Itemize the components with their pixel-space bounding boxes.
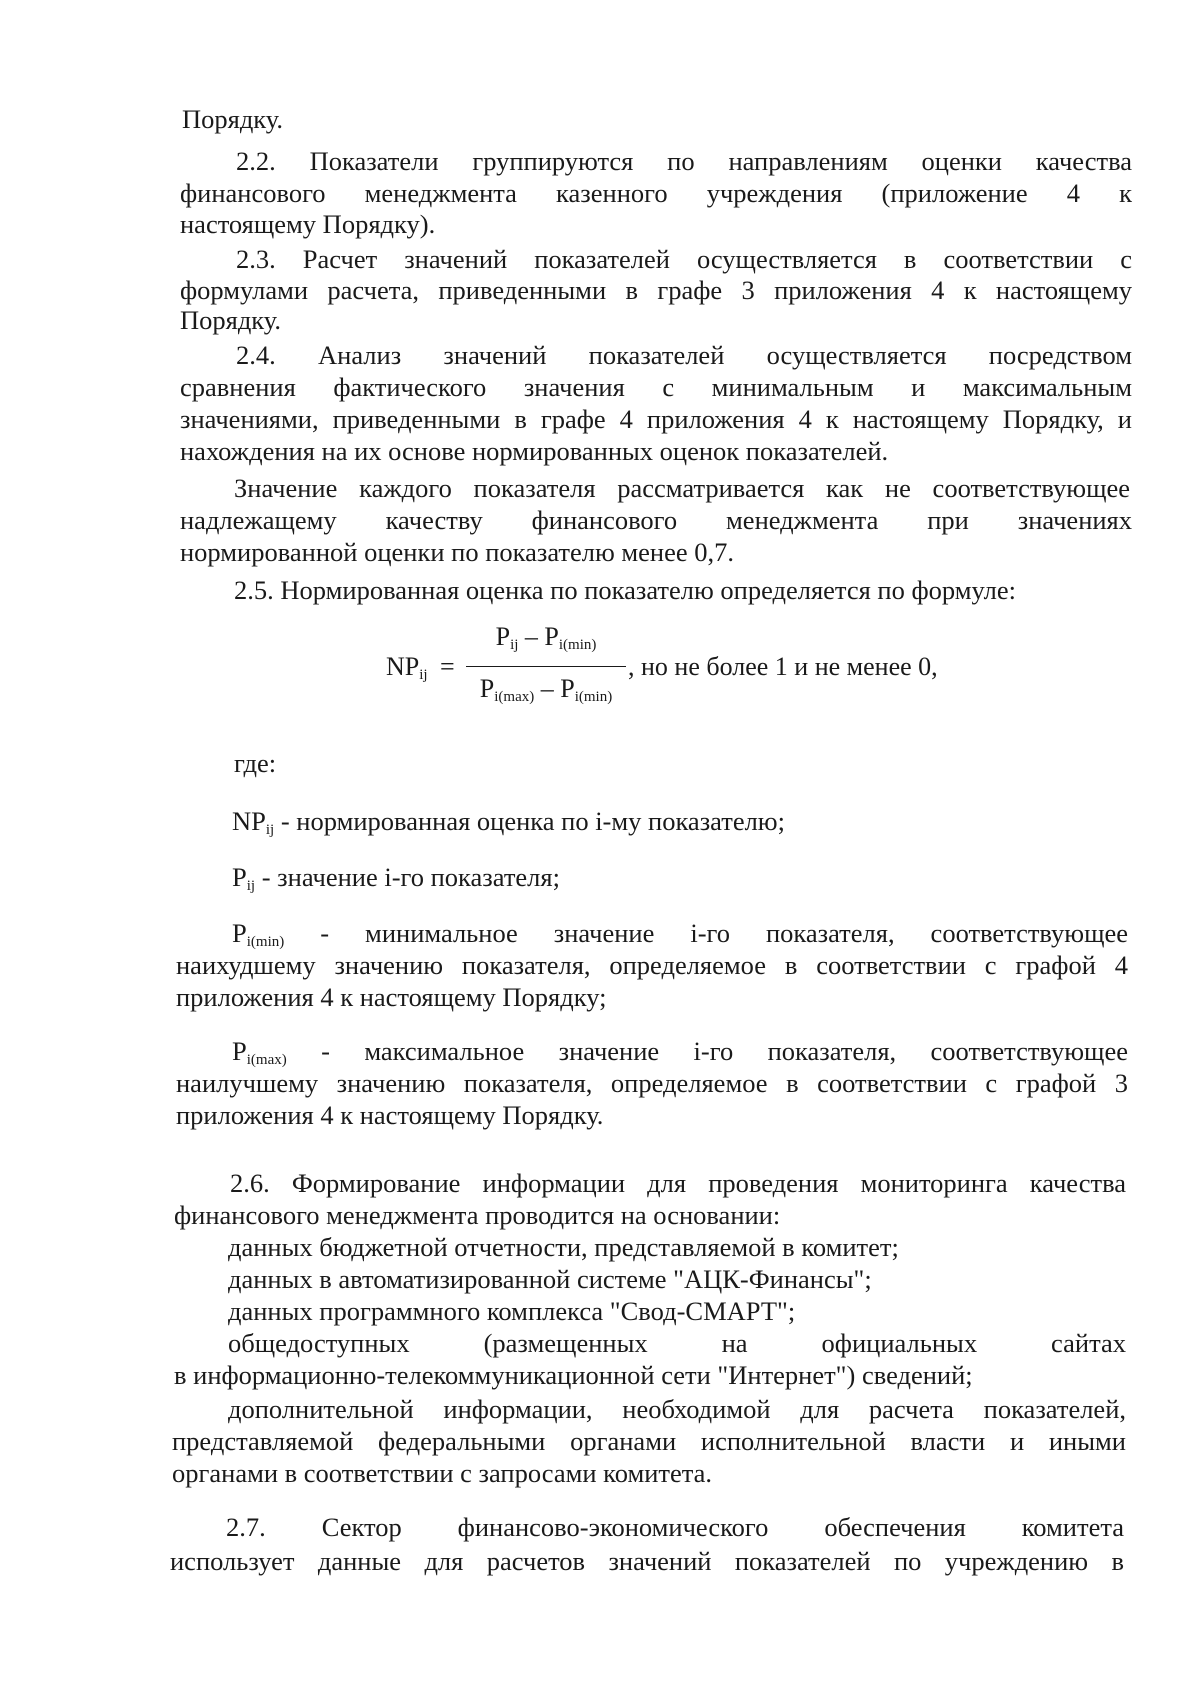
list-item: общедоступных (размещенных на официальных сайтах xyxy=(228,1328,1126,1358)
list-item: данных программного комплекса "Свод-СМАРТ"; xyxy=(228,1296,796,1326)
formula-np-symbol: $NP_{ij}$ xyxy=(386,652,428,683)
list-item: дополнительной информации, необходимой для расчета показателей, xyxy=(228,1394,1126,1424)
definition-np: $NP_{ij}$ - нормированная оценка по i-му показателю; xyxy=(232,806,785,838)
text-line: органами в соответствии с запросами комитета. xyxy=(172,1458,713,1488)
formula-numerator: $P_{ij} - P_{i(min)}$ xyxy=(495,622,597,653)
text-line: представляемой федеральными органами исполнительной власти и иными xyxy=(172,1426,1126,1456)
list-item: данных в автоматизированной системе "АЦК-Финансы"; xyxy=(228,1264,872,1294)
text-line: надлежащему качеству финансового менеджмента при значениях xyxy=(180,505,1132,535)
list-item: данных бюджетной отчетности, представляемой в комитет; xyxy=(228,1232,899,1262)
paragraph-2-3-line: 2.3. Расчет значений показателей осуществляется в соответствии с xyxy=(236,244,1132,274)
text-line: сравнения фактического значения с минимальным и максимальным xyxy=(180,372,1132,402)
where-label: где: xyxy=(234,748,277,778)
normalized-score-formula xyxy=(380,622,980,712)
paragraph-2-4-line: 2.4. Анализ значений показателей осуществляется посредством xyxy=(236,340,1132,370)
text-line: финансового менеджмента казенного учреждения (приложение 4 к xyxy=(180,178,1132,208)
text-line: нахождения на их основе нормированных оценок показателей. xyxy=(180,436,889,466)
formula-equals: = xyxy=(440,652,455,681)
text-line: наихудшему значению показателя, определяемое в соответствии с графой 4 xyxy=(176,950,1128,980)
definition-p-max: $P_{i(max)}$ - максимальное значение i-го показателя, соответствующее xyxy=(232,1036,1128,1068)
text-line: Порядку. xyxy=(182,104,284,134)
paragraph-2-5-line: 2.5. Нормированная оценка по показателю определяется по формуле: xyxy=(234,575,1016,605)
text-line: приложения 4 к настоящему Порядку; xyxy=(176,982,607,1012)
paragraph-2-7-line: 2.7. Сектор финансово-экономического обеспечения комитета xyxy=(226,1512,1124,1542)
paragraph-text-line: Значение каждого показателя рассматривается как не соответствующее xyxy=(234,473,1130,503)
formula-denominator: $P_{i(max)} - P_{i(min)}$ xyxy=(479,674,613,705)
text-line: финансового менеджмента проводится на основании: xyxy=(174,1200,781,1230)
definition-p: $P_{ij}$ - значение i-го показателя; xyxy=(232,862,560,894)
definition-p-min: $P_{i(min)}$ - минимальное значение i-го показателя, соответствующее xyxy=(232,918,1128,950)
text-line: наилучшему значению показателя, определяемое в соответствии с графой 3 xyxy=(176,1068,1128,1098)
text-line: в информационно-телекоммуникационной сети "Интернет") сведений; xyxy=(174,1360,973,1390)
paragraph-2-6-line: 2.6. Формирование информации для проведения мониторинга качества xyxy=(230,1168,1126,1198)
paragraph-2-2-line: 2.2. Показатели группируются по направлениям оценки качества xyxy=(236,146,1132,176)
text-line: нормированной оценки по показателю менее 0,7. xyxy=(180,537,735,567)
formula-fraction-bar xyxy=(466,666,626,667)
text-line: формулами расчета, приведенными в графе 3 приложения 4 к настоящему xyxy=(180,275,1132,305)
text-line: приложения 4 к настоящему Порядку. xyxy=(176,1100,604,1130)
text-line: Порядку. xyxy=(180,305,282,335)
formula-condition: , но не более 1 и не менее 0, xyxy=(628,652,938,681)
text-line: использует данные для расчетов значений показателей по учреждению в xyxy=(170,1546,1124,1576)
text-line: настоящему Порядку). xyxy=(180,209,436,239)
text-line: значениями, приведенными в графе 4 приложения 4 к настоящему Порядку, и xyxy=(180,404,1132,434)
